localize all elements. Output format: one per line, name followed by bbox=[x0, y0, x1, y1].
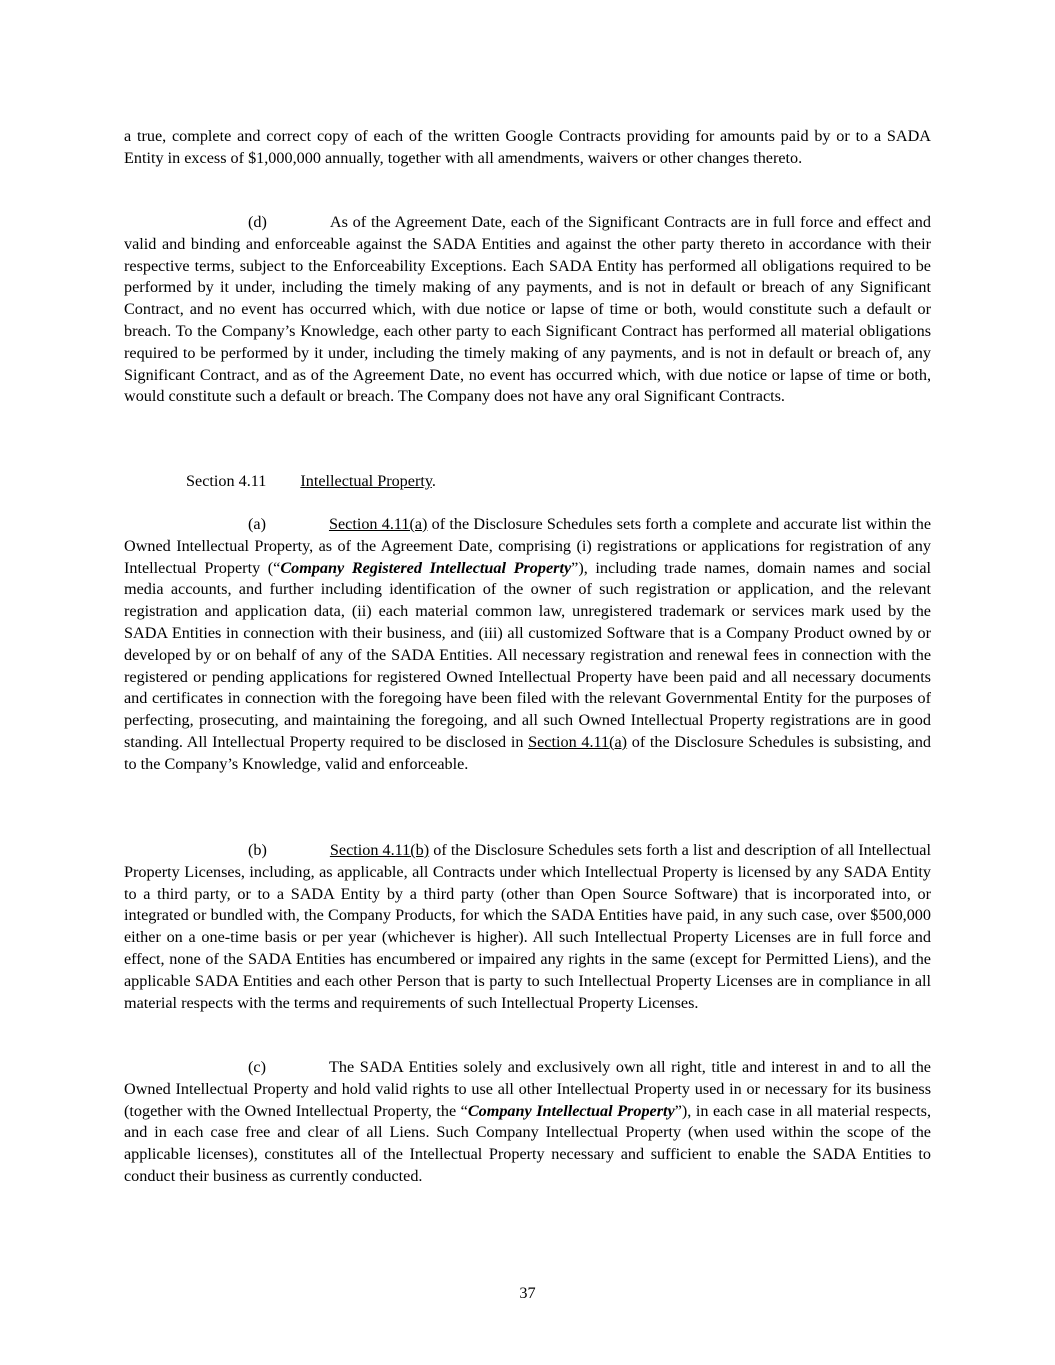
section-title-period: . bbox=[431, 472, 436, 490]
paragraph-d-text: As of the Agreement Date, each of the Significant Contracts are in full force and effect and valid and binding and enforceable against the SADA Entities and against the other party thereto in accordance with their respective terms, subject to the Enforceability Exceptions. Each SADA Entity has performed all obligations required to be performed by it under, including the timely making of any payments, and is not in default or breach of any Significant Contract, and no event has occurred which, with due notice or lapse of time or both, would constitute such a default or breach. To the Company’s Knowledge, each other party to each Significant Contract has performed all material obligations required to be performed by it under, including the timely making of any payments, and is not in default or breach of, any Significant Contract, and as of the Agreement Date, no event has occurred which, with due notice or lapse of time or both, would constitute such a default or breach. The Company does not have any oral Significant Contracts. bbox=[124, 213, 931, 406]
paragraph-c bbox=[124, 1057, 931, 1188]
defined-term: Company Registered Intellectual Property bbox=[280, 558, 572, 577]
page-number: 37 bbox=[519, 1284, 536, 1302]
paragraph-a-text: ”), including trade names, domain names and social media accounts, and further including identification of the owner of such registration or application, and the relevant registration and application data, (ii) each material common law, unregistered trademark or services mark used by the SADA Entities in connection with their business, and (iii) all customized Software that is a Company Product owned by or developed by or on behalf of any of the SADA Entities. All necessary registration and renewal fees in connection with the registered or pending applications for registered Owned Intellectual Property have been paid and all necessary documents and certificates in connection with the foregoing have been filed with the relevant Governmental Entity for the purposes of perfecting, prosecuting, and maintaining the foregoing, and all such Owned Intellectual Property registrations are in good standing. All Intellectual Property required to be disclosed in bbox=[124, 558, 931, 751]
paragraph-b-text: of the Disclosure Schedules sets forth a list and description of all Intellectual Property Licenses, including, as applicable, all Contracts under which Intellectual Property is licensed by any SADA Entity to a third party, or to a SADA Entity by a third party (other than Open Source Software) that is incorporated into, or integrated or bundled with, the Company Products, for which the SADA Entities have paid, in any such case, over $500,000 either on a one-time basis or per year (whichever is higher). All such Intellectual Property Licenses are in full force and effect, none of the SADA Entities has encumbered or impaired any rights in the same (except for Permitted Liens), and the applicable SADA Entities and each other Person that is party to such Intellectual Property Licenses are in compliance in all material respects with the terms and requirements of such Intellectual Property Licenses. bbox=[124, 841, 931, 1012]
cross-reference-link: Section 4.11(a) bbox=[328, 515, 428, 533]
paragraph-intro-text: a true, complete and correct copy of each of the written Google Contracts providing for amounts paid by or to a SADA Entity in excess of $1,000,000 annually, together with all amendments, waivers or other changes thereto. bbox=[124, 127, 931, 167]
paragraph-c-text: ”), in each case in all material respects, and in each case free and clear of all Liens. Such Company Intellectual Property (when used within the scope of the applicable licenses), constitutes all of the Intellectual Property necessary and sufficient to enable the SADA Entities to conduct their business as currently conducted. bbox=[124, 1101, 932, 1185]
paragraph-a-label: (a) bbox=[248, 515, 266, 533]
paragraph-b-label: (b) bbox=[248, 841, 267, 859]
defined-term: Company Intellectual Property bbox=[467, 1101, 675, 1120]
paragraph-intro bbox=[124, 126, 931, 170]
section-number: Section 4.11 bbox=[186, 472, 267, 490]
paragraph-d-label: (d) bbox=[248, 213, 267, 231]
paragraph-a bbox=[124, 514, 931, 776]
paragraph-d bbox=[124, 212, 931, 408]
paragraph-c-label: (c) bbox=[248, 1058, 266, 1076]
paragraph-a-text: of the Disclosure Schedules sets forth a complete and accurate list within the Owned Intellectual Property, as of the Agreement Date, comprising (i) registrations or applications for registration of any Intellectual Property (“ bbox=[124, 515, 932, 577]
section-title: Intellectual Property bbox=[300, 472, 432, 490]
section-heading bbox=[186, 471, 436, 493]
cross-reference-link: Section 4.11(a) bbox=[528, 732, 628, 751]
paragraph-b bbox=[124, 840, 931, 1014]
paragraph-c-text: The SADA Entities solely and exclusively own all right, title and interest in and to all the Owned Intellectual Property and hold valid rights to use all other Intellectual Property used in or necessary for its business (together with the Owned Intellectual Property, the “ bbox=[124, 1058, 931, 1120]
cross-reference-link: Section 4.11(b) bbox=[329, 841, 430, 859]
paragraph-a-text: of the Disclosure Schedules is subsisting, and to the Company’s Knowledge, valid and enforceable. bbox=[124, 732, 932, 773]
